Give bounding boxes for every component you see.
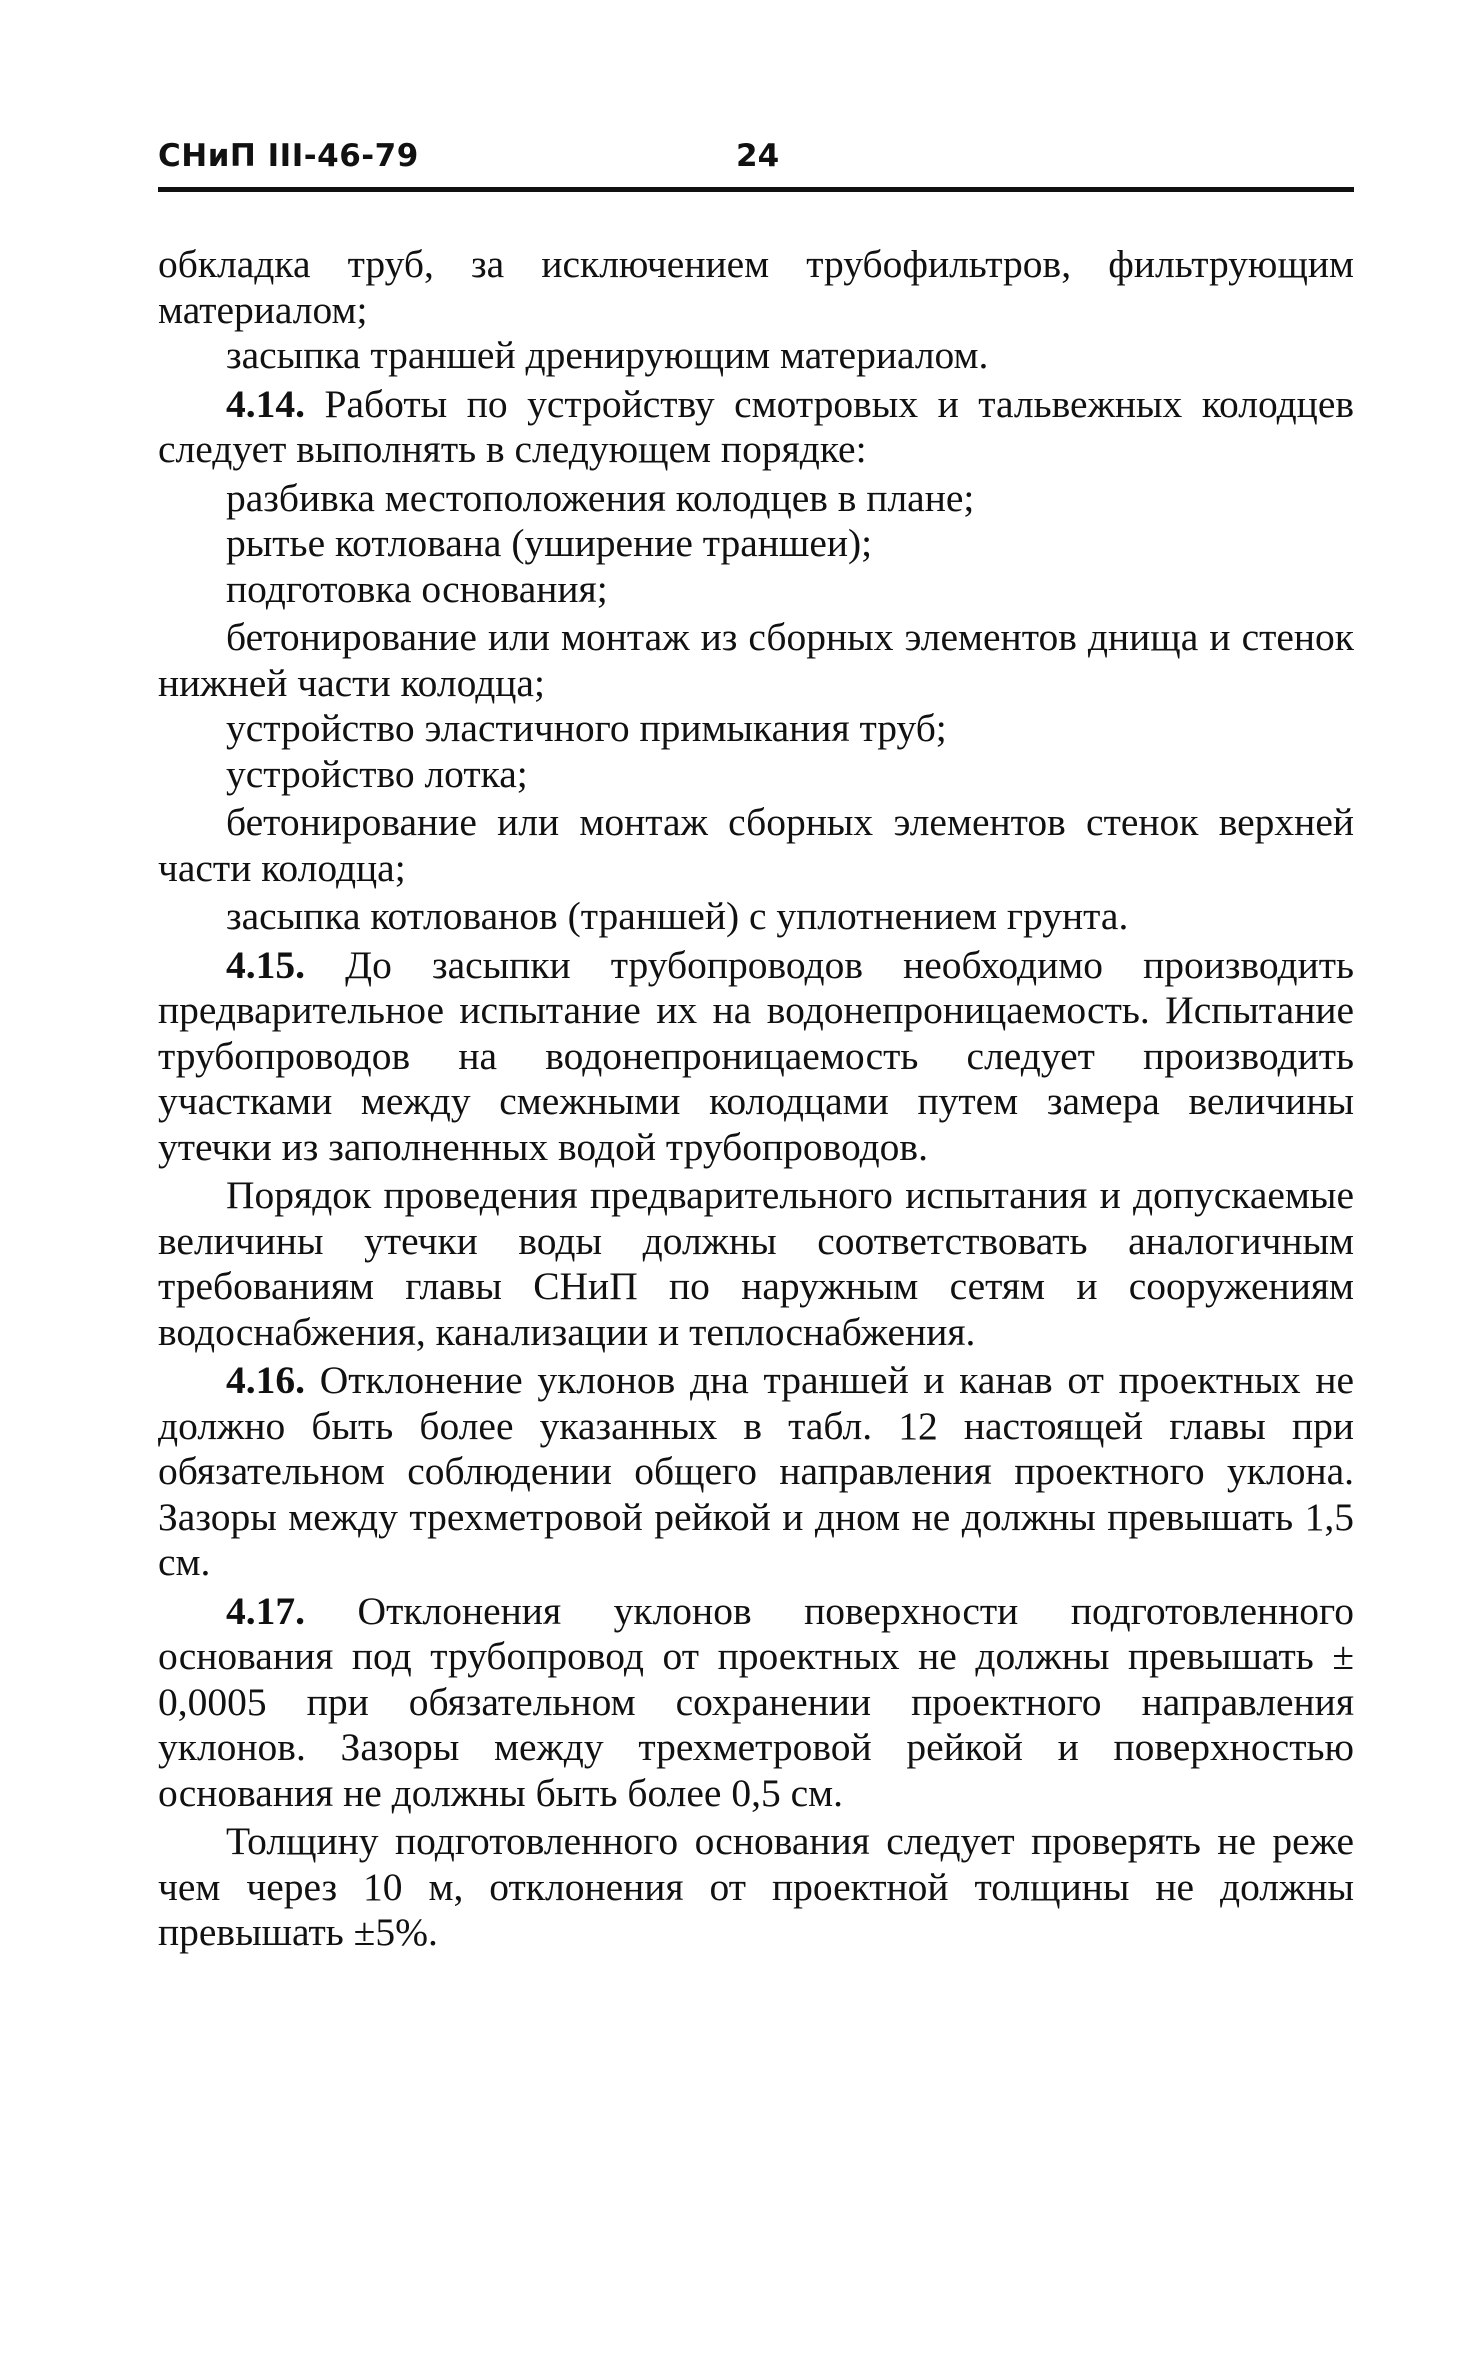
paragraph-text: Отклонение уклонов дна траншей и канав от проектных не должно быть более указанных в табл. 12 настоящей главы при обязательном соблюдении общего направления проектного уклона. Зазоры между трехметровой рейкой и дном не должны превышать 1,5 см. xyxy=(158,1358,1354,1584)
clause-number: 4.16. xyxy=(226,1358,305,1402)
list-item xyxy=(158,521,1354,567)
clause-number: 4.14. xyxy=(226,381,305,426)
paragraph-text: бетонирование или монтаж из сборных элементов днища и стенок нижней части колодца; xyxy=(158,615,1354,705)
paragraph-text: Отклонения уклонов поверхности подготовленного основания под трубопровод от проектных не должны превышать ± 0,0005 при обязательном сохранении проектного направления уклонов. Зазоры между трехметровой рейкой и поверхностью основания не должны быть более 0,5 см. xyxy=(158,1588,1354,1815)
page-number: 24 xyxy=(736,138,780,174)
paragraph-text: засыпка котлованов (траншей) с уплотнением грунта. xyxy=(226,894,1129,938)
paragraph-continuation xyxy=(158,242,1354,333)
list-item xyxy=(158,567,1354,613)
paragraph-text: устройство лотка; xyxy=(226,751,528,796)
clause-number: 4.17. xyxy=(226,1588,305,1633)
paragraph xyxy=(158,1173,1354,1355)
clause-4-17 xyxy=(158,1589,1354,1817)
list-item xyxy=(158,752,1354,798)
paragraph-text: разбивка местоположения колодцев в плане; xyxy=(226,475,975,520)
clause-4-15 xyxy=(158,943,1354,1171)
header-rule xyxy=(158,187,1354,192)
list-item xyxy=(158,706,1354,752)
document-body xyxy=(158,242,1354,1956)
list-item xyxy=(158,800,1354,891)
list-item xyxy=(158,333,1354,379)
list-item xyxy=(158,476,1354,522)
paragraph-text: засыпка траншей дренирующим материалом. xyxy=(226,333,989,377)
clause-4-14 xyxy=(158,382,1354,473)
paragraph-text: бетонирование или монтаж сборных элементов стенок верхней части колодца; xyxy=(158,800,1354,890)
page-header xyxy=(158,138,1354,194)
clause-number: 4.15. xyxy=(226,942,305,987)
paragraph-text: устройство эластичного примыкания труб; xyxy=(226,706,947,750)
list-item xyxy=(158,894,1354,940)
clause-4-16 xyxy=(158,1358,1354,1586)
paragraph xyxy=(158,1819,1354,1956)
paragraph-text: Порядок проведения предварительного испытания и допускаемые величины утечки воды должны соответствовать аналогичным требованиям главы СНиП по наружным сетям и сооружениям водоснабжения, канализации и теплоснабжения. xyxy=(158,1173,1354,1354)
document-code: СНиП III-46-79 xyxy=(158,138,419,174)
paragraph-text: До засыпки трубопроводов необходимо производить предварительное испытание их на водонепроницаемость. Испытание трубопроводов на водонепроницаемость следует производить участками между смежными колодцами путем замера величины утечки из заполненных водой трубопроводов. xyxy=(158,942,1354,1169)
paragraph-text: Толщину подготовленного основания следует проверять не реже чем через 10 м, отклонения от проектной толщины не должны превышать ±5%. xyxy=(158,1819,1354,1954)
paragraph-text: обкладка труб, за исключением трубофильтров, фильтрующим материалом; xyxy=(158,242,1354,332)
paragraph-text: рытье котлована (уширение траншеи); xyxy=(226,521,873,565)
paragraph-text: подготовка основания; xyxy=(226,566,608,611)
list-item xyxy=(158,615,1354,706)
paragraph-text: Работы по устройству смотровых и тальвежных колодцев следует выполнять в следующем порядке: xyxy=(158,381,1354,471)
